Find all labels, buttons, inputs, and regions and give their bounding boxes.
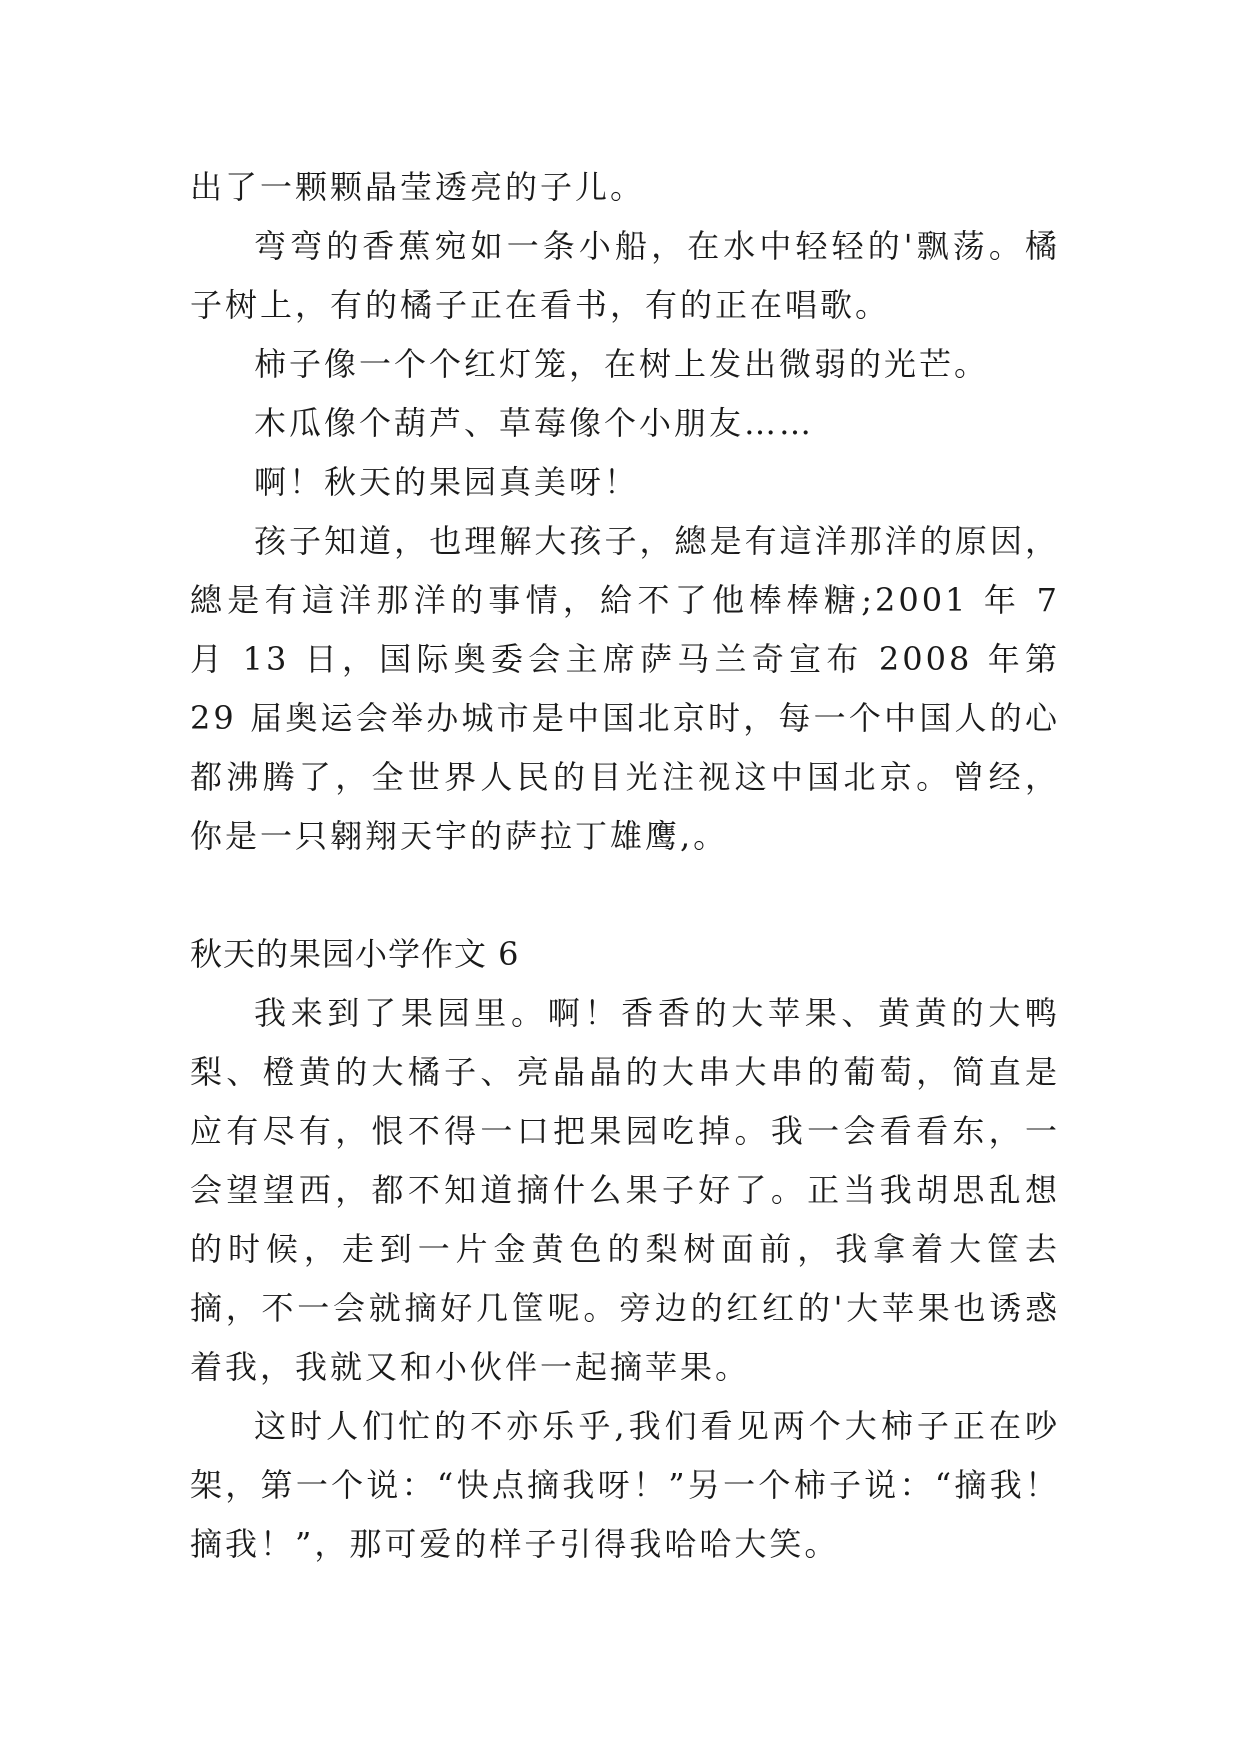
section-title: 秋天的果园小学作文 6 [190,935,520,973]
paragraph-orchard-visit: 我来到了果园里。啊！香香的大苹果、黄黄的大鸭梨、橙黄的大橘子、亮晶晶的大串大串的葡萄，简直是应有尽有，恨不得一口把果园吃掉。我一会看看东，一会望望西，都不知道摘什么果子好了。正当我胡思乱想的时候，走到一片金黄色的梨树面前，我拿着大筐去摘，不一会就摘好几筐呢。旁边的红红的'大苹果也诱惑着我，我就又和小伙伴一起摘苹果。 [190,994,1060,1386]
paragraph-continuation: 出了一颗颗晶莹透亮的子儿。 [190,168,646,206]
paragraph-papaya: 木瓜像个葫芦、草莓像个小朋友…… [254,404,815,442]
paragraph-persimmon-argue: 这时人们忙的不亦乐乎,我们看见两个大柿子正在吵架，第一个说：“快点摘我呀！”另一个柿子说：“摘我！摘我！”，那可爱的样子引得我哈哈大笑。 [190,1407,1060,1563]
paragraph-olympics: 孩子知道，也理解大孩子，總是有這洋那洋的原因，總是有這洋那洋的事情，給不了他棒棒糖;2001 年 7 月 13 日，国际奥委会主席萨马兰奇宣布 2008 年第 29 届奥运会举办城市是中国北京时，每一个中国人的心都沸腾了，全世界人民的目光注视这中国北京。曾经，你是一只翱翔天宇的萨拉丁雄鹰,。 [190,522,1060,855]
paragraph-persimmon: 柿子像一个个红灯笼，在树上发出微弱的光芒。 [254,345,990,383]
document-body [190,158,1060,1574]
paragraph-banana: 弯弯的香蕉宛如一条小船，在水中轻轻的'飘荡。橘子树上，有的橘子正在看书，有的正在唱歌。 [190,227,1060,324]
section-spacer [190,866,1060,925]
paragraph-exclaim: 啊！秋天的果园真美呀！ [254,463,640,501]
